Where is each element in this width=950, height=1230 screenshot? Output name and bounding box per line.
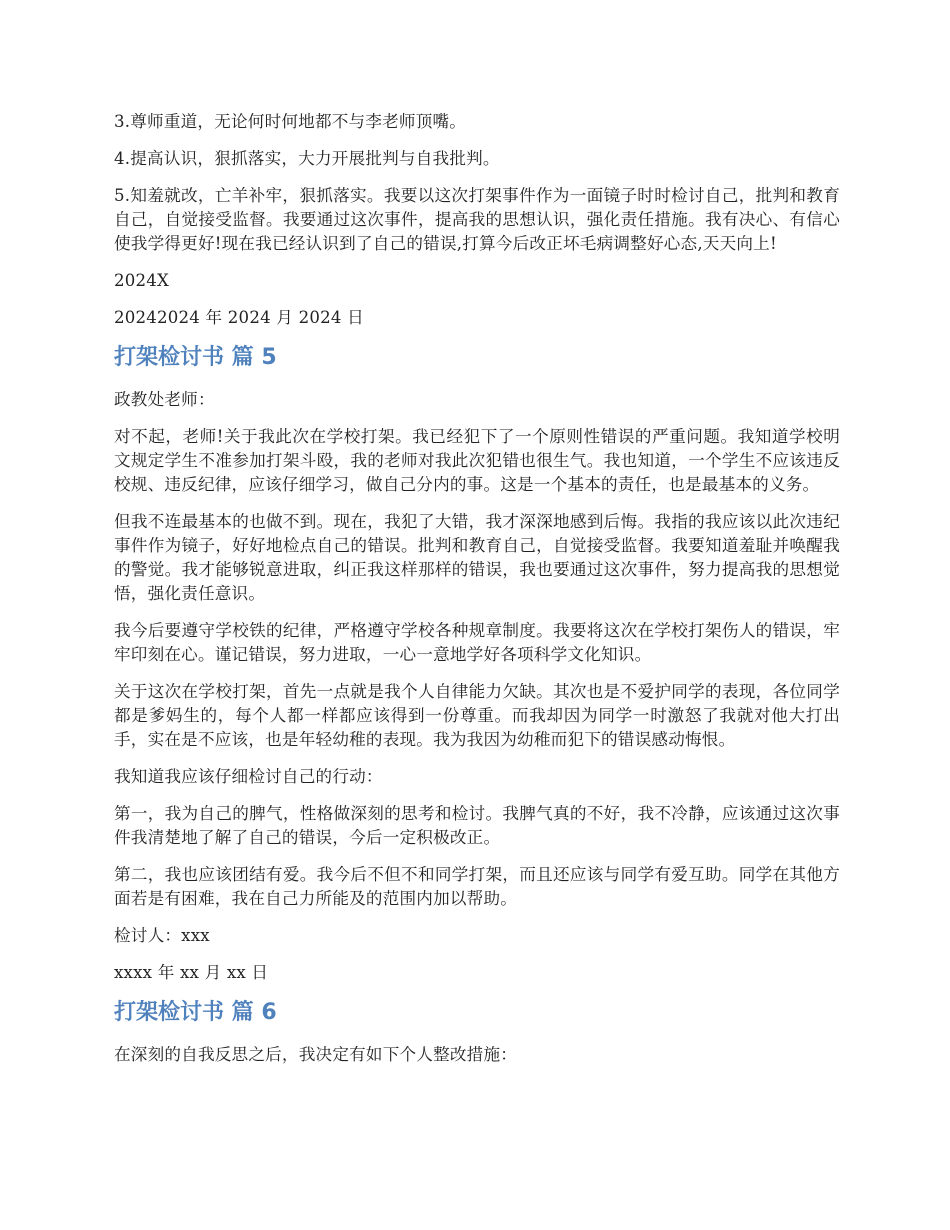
section-heading-5: 打架检讨书 篇 5 [114, 345, 277, 370]
body-paragraph: 我知道我应该仔细检讨自己的行动： [114, 767, 383, 786]
body-paragraph: 第一，我为自己的脾气，性格做深刻的思考和检讨。我脾气真的不好，我不冷静，应该通过这次事件我清楚地了解了自己的错误，今后一定积极改正。 [114, 804, 840, 847]
salutation: 政教处老师： [114, 390, 215, 409]
body-paragraph: 第二，我也应该团结有爱。我今后不但不和同学打架，而且还应该与同学有爱互助。同学在其他方面若是有困难，我在自己力所能及的范围内加以帮助。 [114, 865, 840, 908]
section-heading-6: 打架检讨书 篇 6 [114, 1000, 277, 1025]
body-paragraph: 但我不连最基本的也做不到。现在，我犯了大错，我才深深地感到后悔。我指的我应该以此次违纪事件作为镜子，好好地检点自己的错误。批判和教育自己，自觉接受监督。我要知道羞耻并唤醒我的警觉。我才能够锐意进取，纠正我这样那样的错误，我也要通过这次事件，努力提高我的思想觉悟，强化责任意识。 [114, 512, 840, 603]
body-paragraph: 在深刻的自我反思之后，我决定有如下个人整改措施： [114, 1045, 518, 1064]
measure-item-5: 5.知羞就改，亡羊补牢，狠抓落实。我要以这次打架事件作为一面镜子时时检讨自己，批判和教育自己，自觉接受监督。我要通过这次事件，提高我的思想认识，强化责任措施。我有决心、有信心使我学得更好!现在我已经认识到了自己的错误,打算今后改正坏毛病调整好心态,天天向上! [114, 186, 840, 253]
signer-line: 检讨人：xxx [114, 926, 210, 945]
body-paragraph: 我今后要遵守学校铁的纪律，严格遵守学校各种规章制度。我要将这次在学校打架伤人的错误，牢牢印刻在心。谨记错误，努力进取，一心一意地学好各项科学文化知识。 [114, 621, 840, 664]
body-paragraph: 关于这次在学校打架，首先一点就是我个人自律能力欠缺。其次也是不爱护同学的表现，各位同学都是爹妈生的，每个人都一样都应该得到一份尊重。而我却因为同学一时激怒了我就对他大打出手，实在是不应该，也是年轻幼稚的表现。我为我因为幼稚而犯下的错误感动悔恨。 [114, 682, 840, 749]
signer-line: 2024X [114, 271, 170, 290]
body-paragraph: 对不起，老师!关于我此次在学校打架。我已经犯下了一个原则性错误的严重问题。我知道学校明文规定学生不准参加打架斗殴，我的老师对我此次犯错也很生气。我也知道，一个学生不应该违反校规、违反纪律，应该仔细学习，做自己分内的事。这是一个基本的责任，也是最基本的义务。 [114, 427, 840, 494]
date-line: 20242024 年 2024 月 2024 日 [114, 308, 364, 327]
measure-item-4: 4.提高认识，狠抓落实，大力开展批判与自我批判。 [114, 149, 500, 168]
measure-item-3: 3.尊师重道，无论何时何地都不与李老师顶嘴。 [114, 112, 467, 131]
date-line: xxxx 年 xx 月 xx 日 [114, 963, 269, 982]
